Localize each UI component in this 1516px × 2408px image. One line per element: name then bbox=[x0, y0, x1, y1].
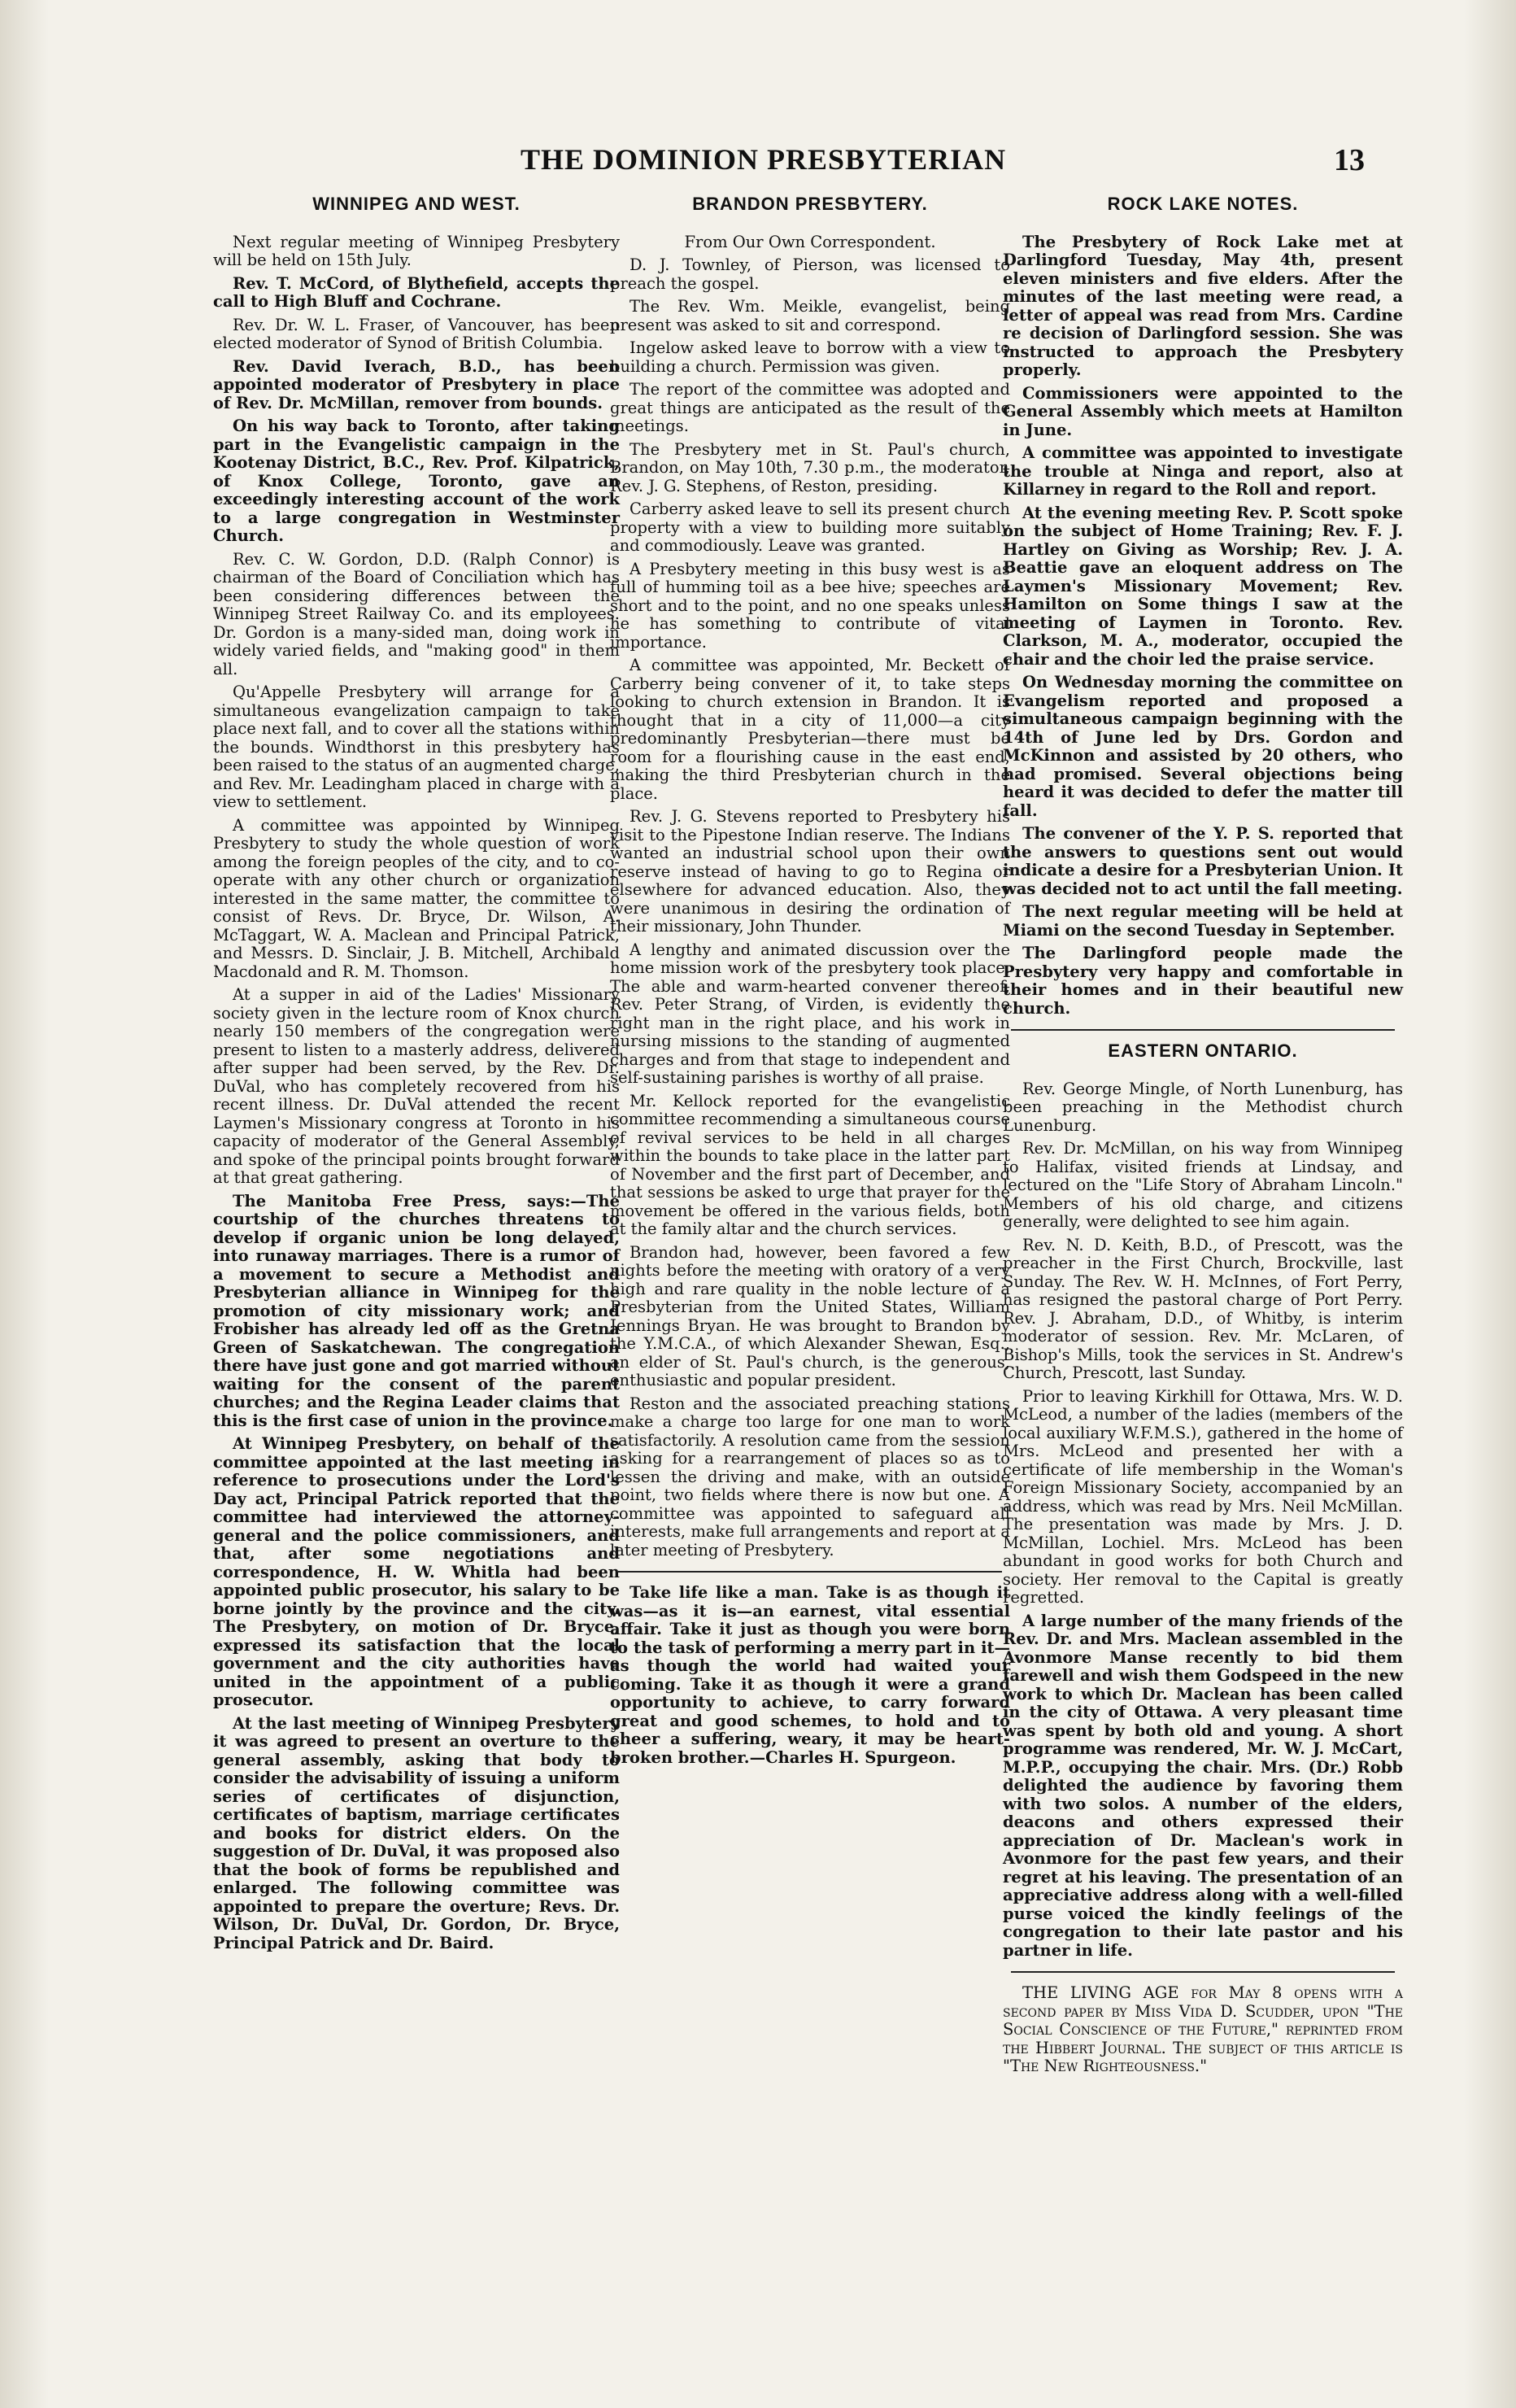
paragraph: A Presbytery meeting in this busy west is as full of humming toil as a bee hive; speeches are short and to the point, and no one speaks unless he has something to contribute of vital importance. bbox=[610, 559, 1010, 652]
paragraph: Brandon had, however, been favored a few nights before the meeting with oratory of a very high and rare quality in the noble lecture of a Presbyterian from the United States, William Jennings Bryan. He was brought to Brandon by the Y.M.C.A., of which Alexander Shewan, Esq., an elder of St. Paul's church, is the generous, enthusiastic and popular president. bbox=[610, 1242, 1010, 1389]
divider bbox=[1011, 1971, 1395, 1973]
byline: From Our Own Correspondent. bbox=[684, 232, 936, 251]
paragraph: Rev. C. W. Gordon, D.D. (Ralph Connor) is chairman of the Board of Conciliation which has been considering differences between the Winnipeg Street Railway Co. and its employees. Dr. Gordon is a many-sided man, doing work in widely varied fields, and "making good" in them all. bbox=[213, 549, 620, 678]
column-brandon-presbytery bbox=[610, 195, 1010, 1772]
section-heading: ROCK LAKE NOTES. bbox=[1107, 194, 1299, 214]
paragraph: A committee was appointed, Mr. Beckett of Carberry being convener of it, to take steps looking to church extension in Brandon. It is thought that in a city of 11,000—a city predominantly Presbyterian—there must be room for a flourishing cause in the east end, making the third Presbyterian church in the place. bbox=[610, 656, 1010, 803]
paragraph: On Wednesday morning the committee on Evangelism reported and proposed a simultaneous campaign beginning with the 14th of June led by Drs. Gordon and McKinnon and assisted by 20 others, who had promised. Several objections being heard it was decided to defer the matter till fall. bbox=[1003, 673, 1403, 820]
paragraph: Prior to leaving Kirkhill for Ottawa, Mrs. W. D. McLeod, a number of the ladies (members of the local auxiliary W.F.M.S.), gathered in the home of Mrs. McLeod and presented her with a certificate of life membership in the Woman's Foreign Missionary Society, accompanied by an address, which was read by Mrs. Neil McMillan. The presentation was made by Mrs. J. D. McMillan, Lochiel. Mrs. McLeod has been abundant in good works for both Church and society. Her removal to the Capital is greatly regretted. bbox=[1003, 1386, 1403, 1607]
paragraph: Rev. J. G. Stevens reported to Presbytery his visit to the Pipestone Indian reserve. The Indians wanted an industrial school upon their own reserve instead of having to go to Regina or elsewhere for advanced education. Also, they were unanimous in desiring the ordination of their missionary, John Thunder. bbox=[610, 807, 1010, 936]
paragraph: At Winnipeg Presbytery, on behalf of the committee appointed at the last meeting in reference to prosecutions under the Lord's Day act, Principal Patrick reported that the committee had interviewed the attorney-general and the police commissioners, and that, after some negotiations and correspondence, H. W. Whitla had been appointed public prosecutor, his salary to be borne jointly by the province and the city. The Presbytery, on motion of Dr. Bryce, expressed its satisfaction that the local government and the city authorities have united in the appointment of a public prosecutor. bbox=[213, 1434, 620, 1709]
paragraph: At a supper in aid of the Ladies' Missionary society given in the lecture room of Knox church nearly 150 members of the congregation were present to listen to a masterly address, delivered after supper had been served, by the Rev. Dr. DuVal, who has completely recovered from his recent illness. Dr. DuVal attended the recent Laymen's Missionary congress at Toronto in his capacity of moderator of the General Assembly, and spoke of the principal points brought forward at that great gathering. bbox=[213, 985, 620, 1187]
page-number: 13 bbox=[1334, 143, 1365, 177]
paragraph: Rev. Dr. W. L. Fraser, of Vancouver, has been elected moderator of Synod of British Columbia. bbox=[213, 315, 620, 352]
paragraph: The Presbytery of Rock Lake met at Darlingford Tuesday, May 4th, present eleven ministers and five elders. After the minutes of the last meeting were read, a letter of appeal was read from Mrs. Cardine re decision of Darlingford session. She was instructed to approach the Presbytery properly. bbox=[1003, 232, 1403, 379]
paragraph: Rev. George Mingle, of North Lunenburg, has been preaching in the Methodist church Lunenburg. bbox=[1003, 1079, 1403, 1135]
paragraph: Qu'Appelle Presbytery will arrange for a simultaneous evangelization campaign to take place next fall, and to cover all the stations within the bounds. Windthorst in this presbytery has been raised to the status of an augmented charge, and Rev. Mr. Leadingham placed in charge with a view to settlement. bbox=[213, 683, 620, 811]
page-header bbox=[0, 142, 1516, 191]
divider bbox=[1011, 1029, 1395, 1031]
paragraph: Commissioners were appointed to the General Assembly which meets at Hamilton in June. bbox=[1003, 383, 1403, 439]
divider bbox=[618, 1571, 1002, 1573]
column-winnipeg-and-west bbox=[213, 195, 620, 1957]
paragraph: At the last meeting of Winnipeg Presbytery it was agreed to present an overture to the general assembly, asking that body to consider the advisability of issuing a uniform series of certificates of disjunction, certificates of baptism, marriage certificates and books for district elders. On the suggestion of Dr. DuVal, it was proposed also that the book of forms be republished and enlarged. The following committee was appointed to prepare the overture; Revs. Dr. Wilson, Dr. DuVal, Dr. Gordon, Dr. Bryce, Principal Patrick and Dr. Baird. bbox=[213, 1713, 620, 1952]
paragraph: At the evening meeting Rev. P. Scott spoke on the subject of Home Training; Rev. F. J. Hartley on Giving as Worship; Rev. J. A. Beattie gave an eloquent address on The Laymen's Missionary Movement; Rev. Hamilton on Some things I saw at the meeting of Laymen in Toronto. Rev. Clarkson, M. A., moderator, occupied the chair and the choir led the praise service. bbox=[1003, 503, 1403, 669]
paragraph: Rev. T. McCord, of Blythefield, accepts the call to High Bluff and Cochrane. bbox=[213, 273, 620, 311]
paragraph: Reston and the associated preaching stations make a charge too large for one man to work satisfactorily. A resolution came from the session asking for a rearrangement of places so as to lessen the driving and make, with an outside point, two fields where there is now but one. A committee was appointed to safeguard all interests, make full arrangements and report at a later meeting of Presbytery. bbox=[610, 1394, 1010, 1560]
paragraph: The Rev. Wm. Meikle, evangelist, being present was asked to sit and correspond. bbox=[610, 297, 1010, 334]
paragraph: Carberry asked leave to sell its present church property with a view to building more suitably and commodiously. Leave was granted. bbox=[610, 499, 1010, 555]
paragraph: Rev. Dr. McMillan, on his way from Winnipeg to Halifax, visited friends at Lindsay, and lectured on the "Life Story of Abraham Lincoln." Members of his old charge, and citizens generally, were delighted to see him again. bbox=[1003, 1139, 1403, 1231]
paragraph: The convener of the Y. P. S. reported that the answers to questions sent out would indicate a desire for a Presbyterian Union. It was decided not to act until the fall meeting. bbox=[1003, 824, 1403, 898]
paragraph: D. J. Townley, of Pierson, was licensed to preach the gospel. bbox=[610, 255, 1010, 293]
paragraph: A lengthy and animated discussion over the home mission work of the presbytery took place. The able and warm-hearted convener thereof, Rev. Peter Strang, of Virden, is evidently the right man in the right place, and his work in nursing missions to the standing of augmented charges and from that stage to independent and self-sustaining parishes is worthy of all praise. bbox=[610, 940, 1010, 1087]
paragraph: The Manitoba Free Press, says:—The courtship of the churches threatens to develop if organic union be long delayed, into runaway marriages. There is a rumor of a movement to secure a Methodist and Presbyterian alliance in Winnipeg for the promotion of city missionary work; and Frobisher has already led off as the Gretna Green of Saskatchewan. The congregation there have just gone and got married without waiting for the consent of the parent churches; and the Regina Leader claims that this is the first case of union in the province. bbox=[213, 1191, 620, 1430]
paragraph: A committee was appointed by Winnipeg Presbytery to study the whole question of work among the foreign peoples of the city, and to co-operate with any other church or organization interested in the same matter, the committee to consist of Revs. Dr. Bryce, Dr. Wilson, A. McTaggart, W. A. Maclean and Principal Patrick, and Messrs. D. Sinclair, J. B. Mitchell, Archibald Macdonald and R. M. Thomson. bbox=[213, 815, 620, 981]
column-rock-lake-notes bbox=[1003, 195, 1403, 2081]
paragraph: The Presbytery met in St. Paul's church, Brandon, on May 10th, 7.30 p.m., the moderator, Rev. J. G. Stephens, of Reston, presiding. bbox=[610, 439, 1010, 495]
paragraph: The Darlingford people made the Presbytery very happy and comfortable in their homes and in their beautiful new church. bbox=[1003, 944, 1403, 1018]
spurgeon-quote: Take life like a man. Take is as though it was—as it is—an earnest, vital essential affair. Take it just as though you were born to the task of performing a merry part in it—as though the world had waited your coming. Take it as though it were a grand opportunity to achieve, to carry forward great and good schemes, to hold and to cheer a suffering, weary, it may be heart-broken brother.—Charles H. Spurgeon. bbox=[610, 1583, 1010, 1767]
section-heading: EASTERN ONTARIO. bbox=[1108, 1040, 1298, 1061]
publication-title: THE DOMINION PRESBYTERIAN bbox=[521, 143, 1007, 176]
paragraph: Next regular meeting of Winnipeg Presbytery will be held on 15th July. bbox=[213, 232, 620, 269]
paragraph: A large number of the many friends of the Rev. Dr. and Mrs. Maclean assembled in the Avonmore Manse recently to bid them farewell and wish them Godspeed in the new work to which Dr. Maclean has been called in the city of Ottawa. A very pleasant time was spent by both old and young. A short programme was rendered, Mr. W. J. McCart, M.P.P., occupying the chair. Mrs. (Dr.) Robb delighted the audience by favoring them with two solos. A number of the elders, deacons and others expressed their appreciation of Dr. Maclean's work in Avonmore for the past few years, and their regret at his leaving. The presentation of an appreciative address along with a well-filled purse voiced the kindly feelings of the congregation to their late pastor and his partner in life. bbox=[1003, 1611, 1403, 1960]
section-heading: WINNIPEG AND WEST. bbox=[312, 194, 521, 214]
section-heading: BRANDON PRESBYTERY. bbox=[692, 194, 928, 214]
living-age-note: THE LIVING AGE for May 8 opens with a second paper by Miss Vida D. Scudder, upon "The Social Conscience of the Future," reprinted from the Hibbert Journal. The subject of this article is "The New Righteousness." bbox=[1003, 1983, 1403, 2075]
paragraph: Ingelow asked leave to borrow with a view to building a church. Permission was given. bbox=[610, 338, 1010, 376]
paragraph: The report of the committee was adopted and great things are anticipated as the result of the meetings. bbox=[610, 380, 1010, 435]
paragraph: On his way back to Toronto, after taking part in the Evangelistic campaign in the Kootenay District, B.C., Rev. Prof. Kilpatrick, of Knox College, Toronto, gave an exceedingly interesting account of the work to a large congregation in Westminster Church. bbox=[213, 417, 620, 545]
paragraph: Mr. Kellock reported for the evangelistic committee recommending a simultaneous course of revival services to be held in all charges within the bounds to take place in the latter part of November and the first part of December, and that sessions be asked to urge that prayer for the movement be offered in the various fields, both at the family altar and the church services. bbox=[610, 1091, 1010, 1238]
paragraph: Rev. N. D. Keith, B.D., of Prescott, was the preacher in the First Church, Brockville, last Sunday. The Rev. W. H. McInnes, of Fort Perry, has resigned the pastoral charge of Port Perry. Rev. J. Abraham, D.D., of Whitby, is interim moderator of session. Rev. Mr. McLaren, of Bishop's Mills, took the services in St. Andrew's Church, Prescott, last Sunday. bbox=[1003, 1235, 1403, 1382]
paragraph: A committee was appointed to investigate the trouble at Ninga and report, also at Killarney in regard to the Roll and report. bbox=[1003, 443, 1403, 499]
paragraph: Rev. David Iverach, B.D., has been appointed moderator of Presbytery in place of Rev. Dr. McMillan, remover from bounds. bbox=[213, 356, 620, 412]
paragraph: The next regular meeting will be held at Miami on the second Tuesday in September. bbox=[1003, 902, 1403, 940]
